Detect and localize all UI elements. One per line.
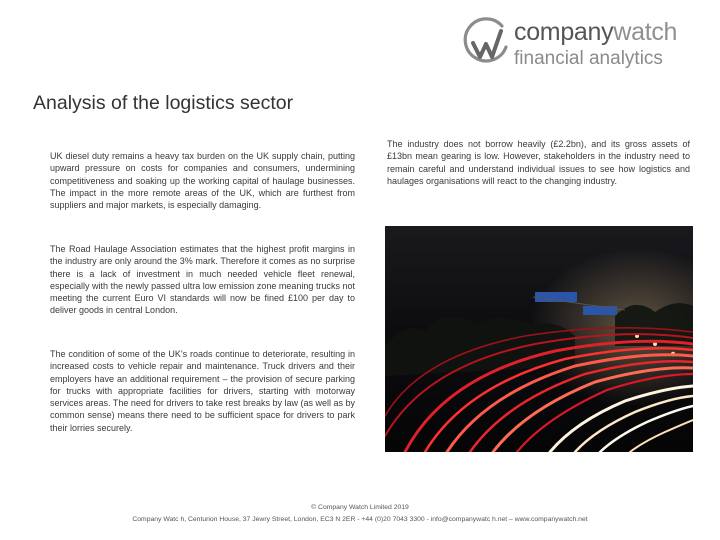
footer-address: Company Watc h, Centurion House, 37 Jewry Street, London, EC3 N 2ER - +44 (0)20 7043 3300 - info@companywatc h.net – www.companywatch.net xyxy=(132,516,588,523)
light-trails-image xyxy=(385,226,693,452)
footer-copyright: © Company Watch Limited 2019 xyxy=(311,504,409,511)
logo-wordmark xyxy=(514,18,677,47)
company-logo xyxy=(462,16,702,72)
companywatch-logo-icon xyxy=(462,17,510,69)
logo-word-watch: watch xyxy=(613,18,678,46)
logo-subtitle: financial analytics xyxy=(514,48,663,69)
page-title: Analysis of the logistics sector xyxy=(33,92,294,114)
paragraph-borrowing: The industry does not borrow heavily (£2.2bn), and its gross assets of £13bn mean gearing is low. However, stakeholders in the industry need to remain careful and understand individual issues to see how logistics and haulages organisations will react to the changing industry. xyxy=(387,139,690,186)
paragraph-road-conditions: The condition of some of the UK's roads continue to deteriorate, resulting in increased costs to vehicle repair and maintenance. Truck drivers and their employers have an additional requirement – the provision of secure parking for trucks with appropriate facilities for drivers, starting with motorway services areas. The need for drivers to take rest breaks by law (as well as by common sense) means there need to be sufficient space for drivers to park their lorries securely. xyxy=(50,349,355,433)
logo-word-company: company xyxy=(514,18,614,46)
paragraph-road-haulage-association: The Road Haulage Association estimates that the highest profit margins in the industry are only around the 3% mark. Therefore it comes as no surprise there is a lack of investment in much needed vehicle fleet renewal, especially with the newly passed ultra low emission zone meaning trucks not meeting the current Euro VI standards will now be fined £100 per day to deliver goods in central London. xyxy=(50,244,355,316)
motorway-night-photo xyxy=(385,226,693,452)
paragraph-diesel-duty: UK diesel duty remains a heavy tax burden on the UK supply chain, putting upward pressure on costs for companies and consumers, undermining competitiveness and soaking up the working capital of haulage businesses. The impact in the more remote areas of the UK, which are furthest from suppliers and major markets, is especially damaging. xyxy=(50,151,355,211)
